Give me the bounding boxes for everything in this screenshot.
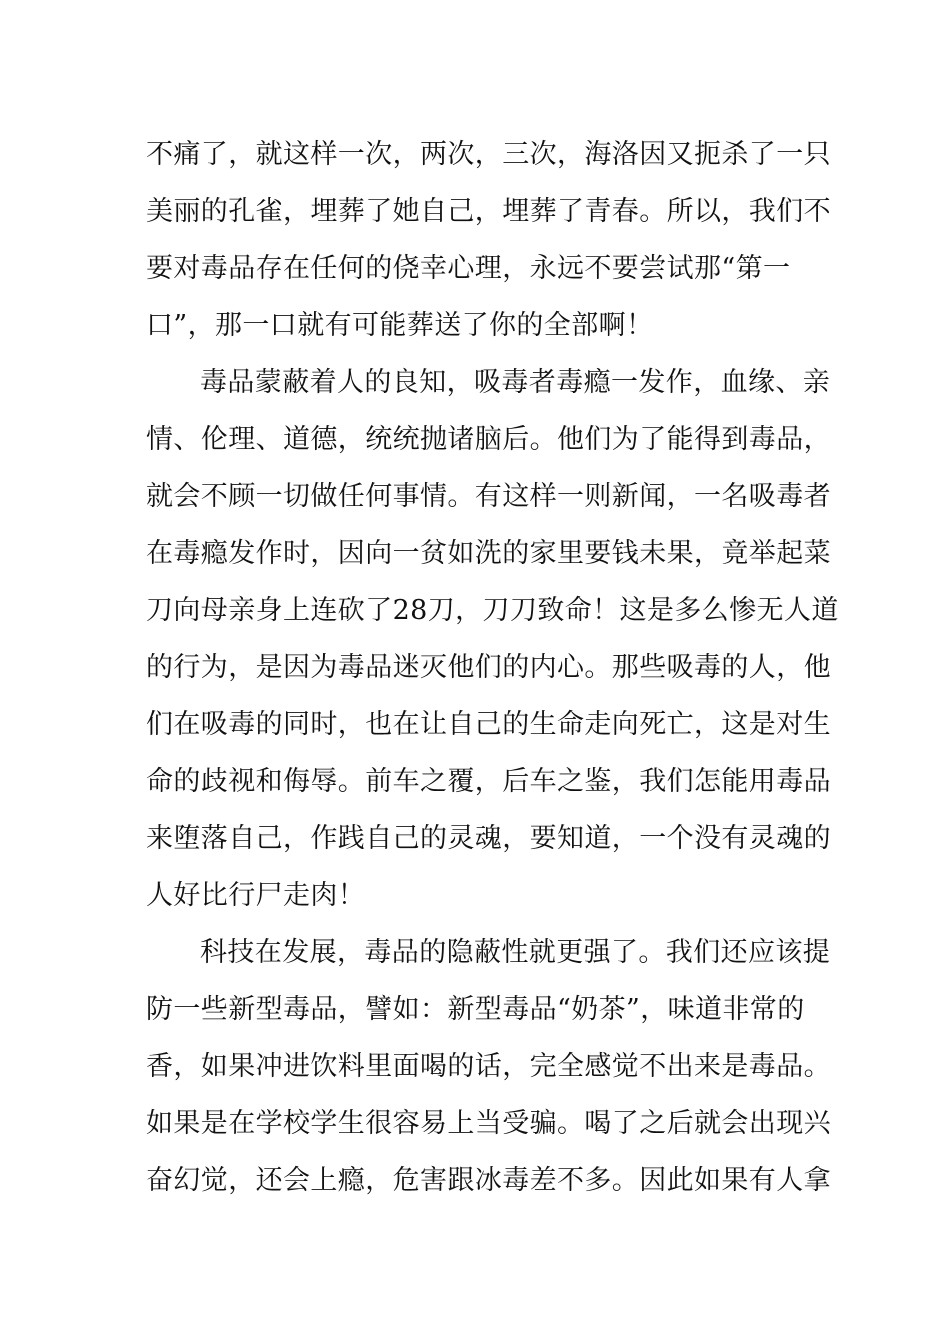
text-line: 如果是在学校学生很容易上当受骗。喝了之后就会出现兴: [146, 1108, 831, 1139]
text-line: 防一些新型毒品，譬如：新型毒品“奶茶”，味道非常的: [146, 994, 805, 1025]
text-line: 就会不顾一切做任何事情。有这样一则新闻，一名吸毒者: [146, 481, 831, 512]
text-line: 来堕落自己，作践自己的灵魂，要知道，一个没有灵魂的: [146, 823, 831, 854]
text-line: 香，如果冲进饮料里面喝的话，完全感觉不出来是毒品。: [146, 1051, 831, 1082]
text-line: 在毒瘾发作时，因向一贫如洗的家里要钱未果，竟举起菜: [146, 538, 831, 569]
text-line: 美丽的孔雀，埋葬了她自己，埋葬了青春。所以，我们不: [146, 196, 831, 227]
text-line: 口”，那一口就有可能葬送了你的全部啊！: [146, 310, 654, 341]
text-line: 奋幻觉，还会上瘾，危害跟冰毒差不多。因此如果有人拿: [146, 1165, 831, 1196]
text-line: 毒品蒙蔽着人的良知，吸毒者毒瘾一发作，血缘、亲: [200, 367, 831, 398]
text-line: 情、伦理、道德，统统抛诸脑后。他们为了能得到毒品，: [146, 424, 831, 455]
paragraph-1: [146, 126, 831, 354]
text-line: 人好比行尸走肉！: [146, 880, 366, 911]
paragraph-2: [146, 354, 839, 924]
text-line: 们在吸毒的同时，也在让自己的生命走向死亡，这是对生: [146, 709, 831, 740]
text-line: 不痛了，就这样一次，两次，三次，海洛因又扼杀了一只: [146, 139, 831, 170]
text-line: 刀向母亲身上连砍了28刀，刀刀致命！这是多么惨无人道: [146, 595, 839, 626]
text-line: 科技在发展，毒品的隐蔽性就更强了。我们还应该提: [200, 937, 831, 968]
text-line: 要对毒品存在任何的侥幸心理，永远不要尝试那“第一: [146, 253, 791, 284]
document-body: [146, 126, 839, 1209]
text-line: 命的歧视和侮辱。前车之覆，后车之鉴，我们怎能用毒品: [146, 766, 831, 797]
paragraph-3: [146, 924, 831, 1209]
text-line: 的行为，是因为毒品迷灭他们的内心。那些吸毒的人，他: [146, 652, 831, 683]
